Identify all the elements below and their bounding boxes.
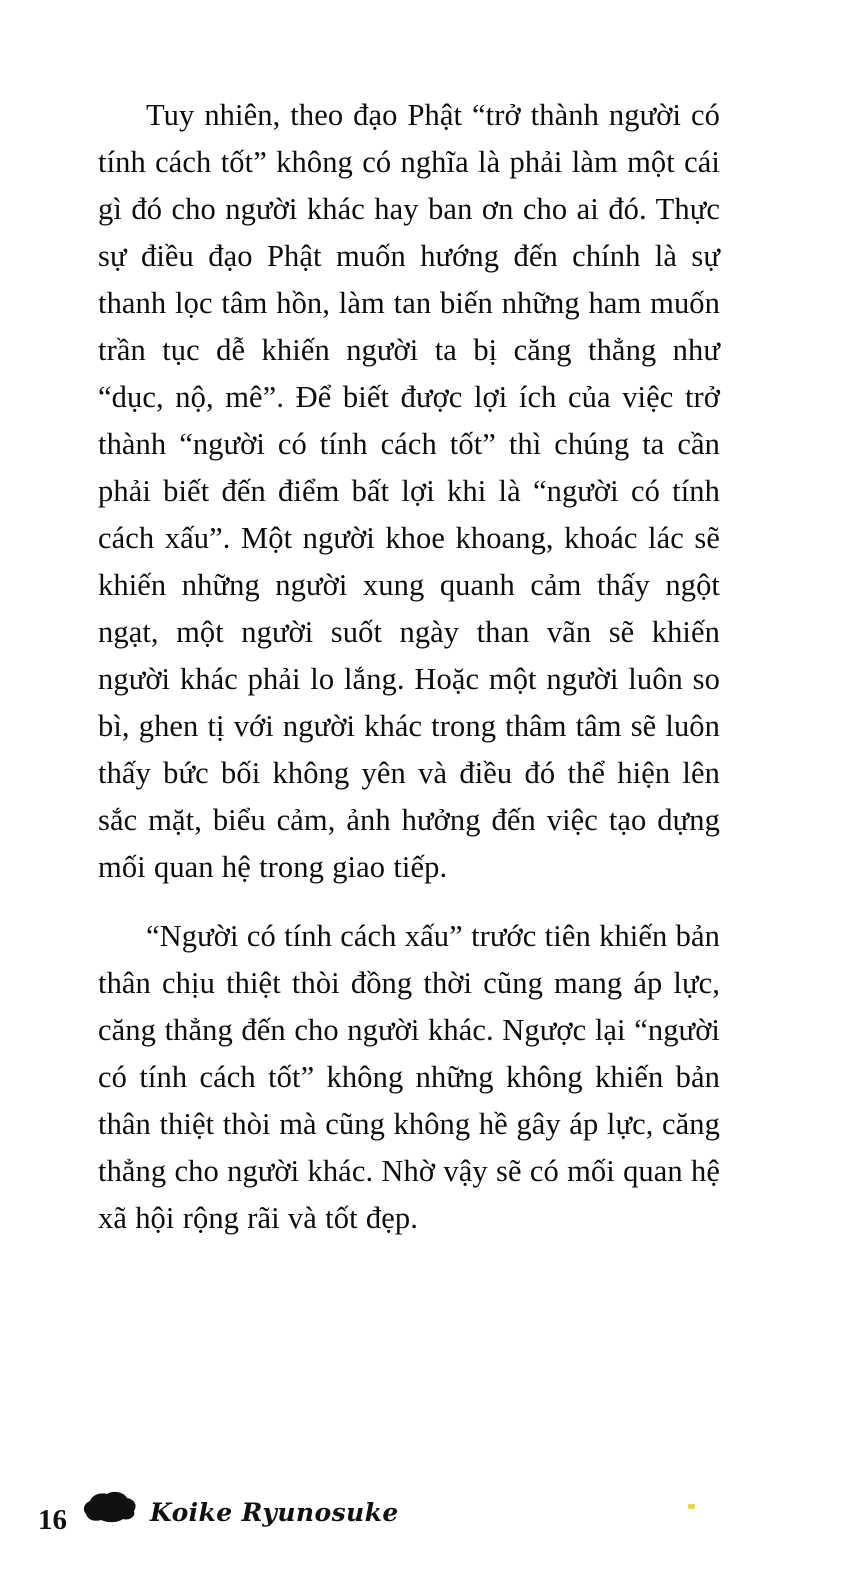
paragraph-1: Tuy nhiên, theo đạo Phật “trở thành người có tính cách tốt” không có nghĩa là phải làm một cái gì đó cho người khác hay ban ơn cho ai đó. Thực sự điều đạo Phật muốn hướng đến chính là sự thanh lọc tâm hồn, làm tan biến những ham muốn trần tục dễ khiến người ta bị căng thẳng như “dục, nộ, mê”. Để biết được lợi ích của việc trở thành “người có tính cách tốt” thì chúng ta cần phải biết đến điểm bất lợi khi là “người có tính cách xấu”. Một người khoe khoang, khoác lác sẽ khiến những người xung quanh cảm thấy ngột ngạt, một người suốt ngày than vãn sẽ khiến người khác phải lo lắng. Hoặc một người luôn so bì, ghen tị với người khác trong thâm tâm sẽ luôn thấy bức bối không yên và điều đó thể hiện lên sắc mặt, biểu cảm, ảnh hưởng đến việc tạo dựng mối quan hệ trong giao tiếp.: [98, 98, 720, 884]
page-number: 16: [38, 1504, 67, 1536]
page-body: [98, 92, 720, 1242]
yellow-marker-dot-icon: [688, 1504, 695, 1509]
footer-author-name: Koike Ryunosuke: [150, 1498, 399, 1527]
paragraph-2: “Người có tính cách xấu” trước tiên khiến bản thân chịu thiệt thòi đồng thời cũng mang áp lực, căng thẳng đến cho người khác. Ngược lại “người có tính cách tốt” không những không khiến bản thân thiệt thòi mà cũng không hề gây áp lực, căng thẳng cho người khác. Nhờ vậy sẽ có mối quan hệ xã hội rộng rãi và tốt đẹp.: [98, 919, 720, 1235]
ink-blot-icon: [80, 1490, 138, 1524]
page-footer: [0, 1462, 858, 1592]
